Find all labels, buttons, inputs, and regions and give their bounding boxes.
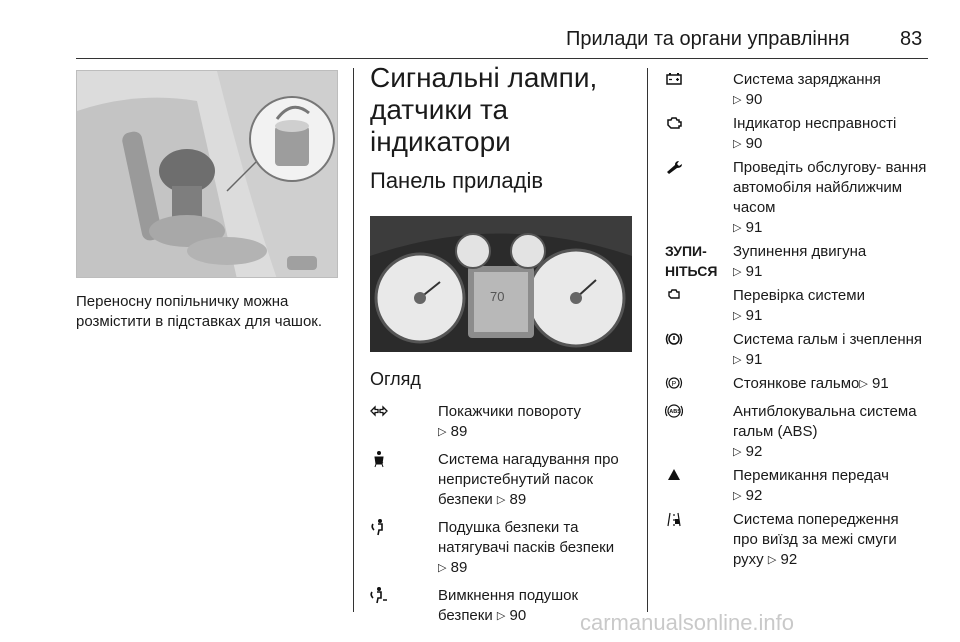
- airbag-off-icon: [370, 586, 388, 604]
- photo-caption: Переносну попільничку можна розмістити в підставках для чашок.: [76, 293, 323, 330]
- right-column: [665, 70, 927, 570]
- brake-system-icon: [665, 330, 683, 348]
- page-reference[interactable]: ▷ 92: [733, 487, 763, 504]
- abs-icon: [665, 402, 683, 420]
- wrench-icon: [665, 158, 683, 176]
- item-text: Перемикання передач: [733, 467, 889, 484]
- middle-column: [370, 62, 632, 626]
- item-text: Антиблокувальна система гальм (ABS): [733, 403, 917, 440]
- svg-text:P: P: [671, 381, 677, 388]
- page-reference[interactable]: ▷ 90: [733, 135, 763, 152]
- page-reference[interactable]: ▷ 91: [859, 375, 889, 392]
- item-text: Система нагадування про непристебнутий пасок безпеки: [438, 451, 619, 508]
- list-item: [665, 330, 927, 370]
- item-text: Індикатор несправності: [733, 115, 897, 132]
- subheading-panel: Панель приладів: [370, 168, 544, 193]
- page-reference[interactable]: ▷ 89: [496, 491, 527, 508]
- page-header: [0, 28, 960, 52]
- page-number: 83: [900, 28, 923, 50]
- stop-engine-symbol: ЗУПИ- НІТЬСЯ: [665, 243, 718, 279]
- list-item: [665, 510, 927, 570]
- svg-text:ABS: ABS: [669, 409, 681, 415]
- item-text: Система гальм і зчеплення: [733, 331, 923, 348]
- list-item: [665, 286, 927, 326]
- item-text: Зупинення двигуна: [733, 243, 867, 260]
- ashtray-photo: [76, 70, 338, 278]
- left-column: [76, 70, 338, 332]
- airbag-icon: [370, 518, 388, 536]
- parking-brake-icon: [665, 374, 683, 392]
- item-text: Подушка безпеки та натягувачі пасків безпеки: [438, 519, 615, 556]
- subheading-overview: Огляд: [370, 369, 421, 389]
- list-item: [665, 158, 927, 238]
- page-reference[interactable]: ▷ 92: [767, 551, 798, 568]
- list-item: [370, 450, 632, 510]
- page-reference[interactable]: ▷ 91: [733, 263, 763, 280]
- list-item: [665, 242, 927, 282]
- engine-check-icon: [665, 286, 683, 304]
- list-item: [665, 402, 927, 462]
- page-reference[interactable]: ▷ 91: [733, 219, 763, 236]
- engine-icon: [665, 114, 683, 132]
- column-divider-1: [353, 68, 354, 612]
- item-text: Стоянкове гальмо: [733, 375, 860, 392]
- item-text: Перевірка системи: [733, 287, 865, 304]
- turn-signal-icon: [370, 402, 388, 420]
- page-reference[interactable]: ▷ 89: [438, 423, 468, 440]
- page-reference[interactable]: ▷ 91: [733, 351, 763, 368]
- item-text: Система заряджання: [733, 71, 881, 88]
- header-rule: [76, 58, 928, 59]
- item-text: Вимкнення подушок безпеки: [438, 587, 579, 624]
- page-reference[interactable]: ▷ 90: [496, 607, 527, 624]
- page-reference[interactable]: ▷ 90: [733, 91, 763, 108]
- main-heading: Сигнальні лампи, датчики та індикатори: [370, 62, 598, 157]
- item-text: Проведіть обслугову- вання автомобіля найближчим часом: [733, 159, 927, 216]
- page-reference[interactable]: ▷ 89: [438, 559, 468, 576]
- page-reference[interactable]: ▷ 92: [733, 443, 763, 460]
- list-item: [665, 70, 927, 110]
- section-title: Прилади та органи управління: [566, 28, 850, 50]
- list-item: [665, 374, 927, 398]
- seatbelt-icon: [370, 450, 388, 468]
- lane-departure-icon: [665, 510, 683, 528]
- battery-icon: [665, 70, 683, 88]
- item-text: Покажчики повороту: [438, 403, 582, 420]
- watermark: carmanualsonline.info: [580, 610, 795, 635]
- shift-up-icon: [665, 466, 683, 484]
- list-item: [665, 114, 927, 154]
- item-text: Система попередження про виїзд за межі смуги руху: [733, 511, 899, 568]
- list-item: [370, 518, 632, 578]
- indicator-list-middle: [370, 402, 632, 626]
- list-item: [370, 402, 632, 442]
- page-reference[interactable]: ▷ 91: [733, 307, 763, 324]
- cluster-readout: 70: [490, 289, 505, 304]
- list-item: [665, 466, 927, 506]
- instrument-cluster-image: [370, 216, 632, 352]
- column-divider-2: [647, 68, 648, 612]
